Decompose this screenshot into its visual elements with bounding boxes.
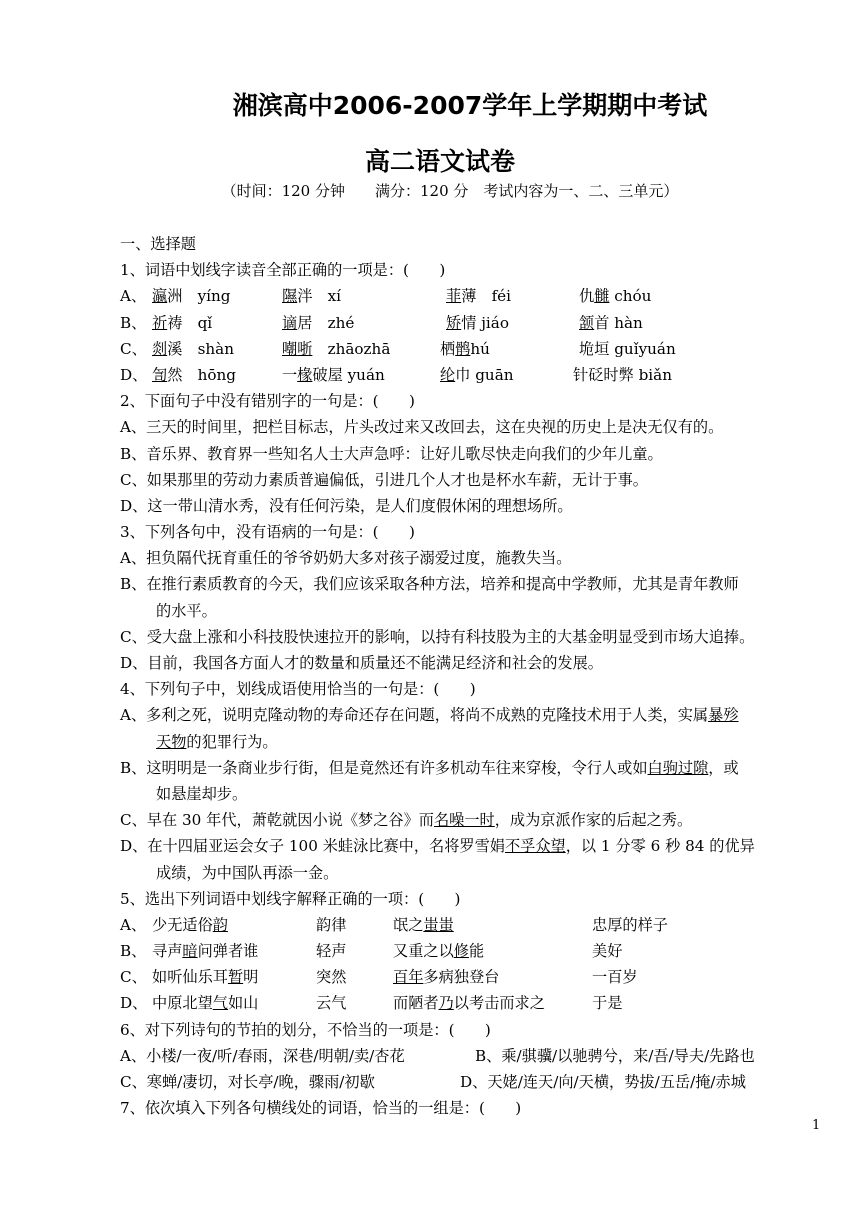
q4-option-d: D、在十四届亚运会女子 100 米蛙泳比赛中，名将罗雪娟不孚众望，以 1 分零 6 秒 84 的优异	[120, 837, 755, 856]
q4-option-b-cont: 如悬崖却步。	[156, 784, 248, 803]
q3-option-d: D、目前，我国各方面人才的数量和质量还不能满足经济和社会的发展。	[120, 654, 603, 672]
exam-content	[120, 231, 820, 1121]
q5-option-a: A、 少无适俗韵 韵律 氓之蚩蚩 忠厚的样子	[120, 915, 668, 934]
q2-option-c: C、如果那里的劳动力素质普遍偏低，引进几个人才也是杯水车薪，无计于事。	[120, 470, 648, 489]
q1-option-b: B、 祈祷 qǐ 谪居 zhé 矫情 jiáo 颔首 hàn	[120, 313, 643, 332]
exam-title: 湘滨高中2006-2007学年上学期期中考试	[232, 91, 708, 120]
question-6-stem: 6、对下列诗句的节拍的划分，不恰当的一项是：( )	[120, 1020, 491, 1039]
exam-subtitle: 高二语文试卷	[364, 147, 515, 176]
q6-options-ab: A、小楼/一夜/听/春雨，深巷/明朝/卖/杏花 B、乘/骐骥/以驰骋兮，来/吾/导夫/先路也	[120, 1046, 755, 1065]
exam-meta: （时间：120 分钟 满分：120 分 考试内容为一、二、三单元）	[221, 182, 679, 200]
q1-option-c: C、 剡溪 shàn 嘲哳 zhāozhā 栖鹘hú 垝垣 guǐyuán	[120, 339, 676, 358]
q1-option-d: D、 訇然 hōng 一椽破屋 yuán 纶巾 guān 针砭时弊 biǎn	[120, 365, 672, 384]
q2-option-b: B、音乐界、教育界一些知名人士大声急呼：让好儿歌尽快走向我们的少年儿童。	[120, 444, 663, 463]
q5-option-b: B、 寻声暗问弹者谁 轻声 又重之以修能 美好	[120, 942, 623, 961]
q6-options-cd: C、寒蝉/凄切，对长亭/晚，骤雨/初歇 D、天姥/连天/向/天横，势拔/五岳/掩/赤城	[120, 1073, 746, 1091]
q5-option-d: D、 中原北望气如山 云气 而陋者乃以考击而求之 于是	[120, 994, 623, 1013]
q4-option-b: B、这明明是一条商业步行街，但是竟然还有许多机动车往来穿梭，令行人或如白驹过隙，或	[120, 758, 739, 777]
q2-option-d: D、这一带山清水秀，没有任何污染，是人们度假休闲的理想场所。	[120, 496, 573, 515]
question-4-stem: 4、下列句子中，划线成语使用恰当的一句是：( )	[120, 680, 476, 699]
q5-option-c: C、 如听仙乐耳暂明 突然 百年多病独登台 一百岁	[120, 968, 638, 987]
question-3-stem: 3、下列各句中，没有语病的一句是：( )	[120, 523, 415, 542]
q4-option-a: A、多利之死，说明克隆动物的寿命还存在问题，将尚不成熟的克隆技术用于人类，实属暴殄	[120, 706, 739, 725]
question-2-stem: 2、下面句子中没有错别字的一句是：( )	[120, 392, 415, 411]
question-7-stem: 7、依次填入下列各句横线处的词语，恰当的一组是：( )	[120, 1099, 522, 1118]
q1-option-a: A、 瀛洲 yíng 隰泮 xí 菲薄 féi 仇雠 chóu	[120, 287, 652, 306]
q3-option-b: B、在推行素质教育的今天，我们应该采取各种方法，培养和提高中学教师，尤其是青年教师	[120, 575, 739, 594]
q4-option-a-cont: 天物的犯罪行为。	[156, 732, 278, 751]
page-number: 1	[812, 1118, 821, 1133]
q4-option-c: C、早在 30 年代，萧乾就因小说《梦之谷》而名噪一时，成为京派作家的后起之秀。	[120, 811, 693, 830]
section-heading: 一、选择题	[120, 235, 196, 253]
q3-option-b-cont: 的水平。	[156, 601, 217, 620]
question-5-stem: 5、选出下列词语中划线字解释正确的一项：( )	[120, 889, 461, 908]
q3-option-c: C、受大盘上涨和小科技股快速拉开的影响，以持有科技股为主的大基金明显受到市场大追捧。	[120, 627, 755, 646]
q3-option-a: A、担负隔代抚育重任的爷爷奶奶大多对孩子溺爱过度，施教失当。	[120, 549, 572, 568]
q4-option-d-cont: 成绩，为中国队再添一金。	[156, 863, 339, 882]
question-1-stem: 1、词语中划线字读音全部正确的一项是：( )	[120, 261, 446, 280]
q2-option-a: A、三天的时间里，把栏目标志，片头改过来又改回去，这在央视的历史上是决无仅有的。	[120, 418, 724, 437]
